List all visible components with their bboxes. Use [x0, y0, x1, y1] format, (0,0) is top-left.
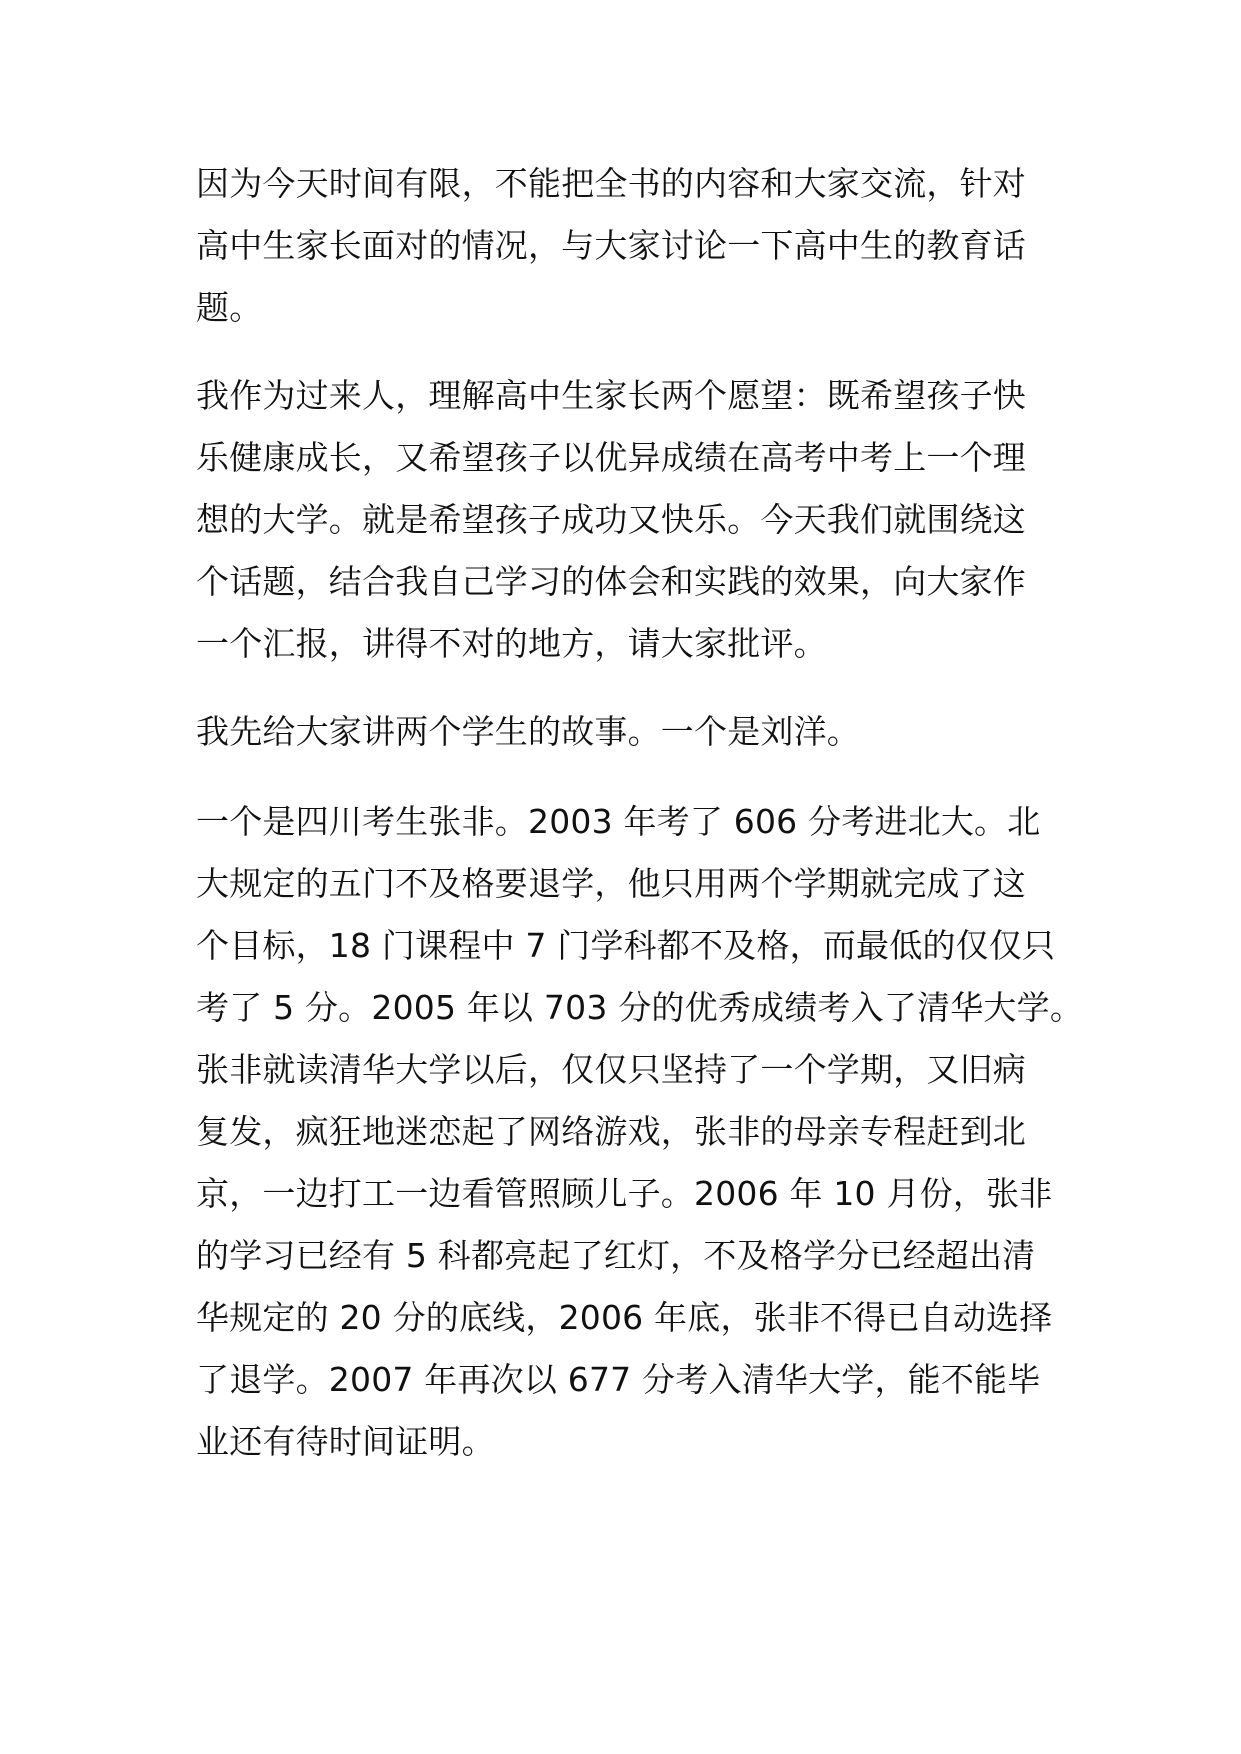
paragraph-1-line-1: 因为今天时间有限，不能把全书的内容和大家交流，针对 — [196, 164, 1026, 203]
paragraph-4-line-1: 一个是四川考生张非。2003 年考了 606 分考进北大。北 — [196, 802, 1041, 841]
paragraph-4-line-4: 考了 5 分。2005 年以 703 分的优秀成绩考入了清华大学。 — [196, 988, 1084, 1027]
paragraph-4-line-2: 大规定的五门不及格要退学，他只用两个学期就完成了这 — [196, 864, 1026, 903]
paragraph-4-line-3: 个目标，18 门课程中 7 门学科都不及格，而最低的仅仅只 — [196, 926, 1056, 965]
paragraph-2-line-2: 乐健康成长，又希望孩子以优异成绩在高考中考上一个理 — [196, 438, 1026, 477]
paragraph-4-line-6: 复发，疯狂地迷恋起了网络游戏，张非的母亲专程赶到北 — [196, 1112, 1026, 1151]
paragraph-2-line-3: 想的大学。就是希望孩子成功又快乐。今天我们就围绕这 — [196, 500, 1026, 539]
paragraph-1-line-2: 高中生家长面对的情况，与大家讨论一下高中生的教育话 — [196, 226, 1026, 265]
paragraph-4-line-10: 了退学。2007 年再次以 677 分考入清华大学，能不能毕 — [196, 1360, 1041, 1399]
paragraph-1-line-3: 题。 — [196, 288, 263, 327]
paragraph-4-line-5: 张非就读清华大学以后，仅仅只坚持了一个学期，又旧病 — [196, 1050, 1026, 1089]
paragraph-3-line-1: 我先给大家讲两个学生的故事。一个是刘洋。 — [196, 712, 860, 751]
paragraph-2-line-5: 一个汇报，讲得不对的地方，请大家批评。 — [196, 624, 827, 663]
paragraph-4-line-8: 的学习已经有 5 科都亮起了红灯，不及格学分已经超出清 — [196, 1236, 1036, 1275]
paragraph-4-line-11: 业还有待时间证明。 — [196, 1422, 495, 1461]
paragraph-4-line-7: 京，一边打工一边看管照顾儿子。2006 年 10 月份，张非 — [196, 1174, 1053, 1213]
paragraph-4-line-9: 华规定的 20 分的底线，2006 年底，张非不得已自动选择 — [196, 1298, 1053, 1337]
paragraph-2-line-1: 我作为过来人，理解高中生家长两个愿望：既希望孩子快 — [196, 376, 1026, 415]
paragraph-2-line-4: 个话题，结合我自己学习的体会和实践的效果，向大家作 — [196, 562, 1026, 601]
